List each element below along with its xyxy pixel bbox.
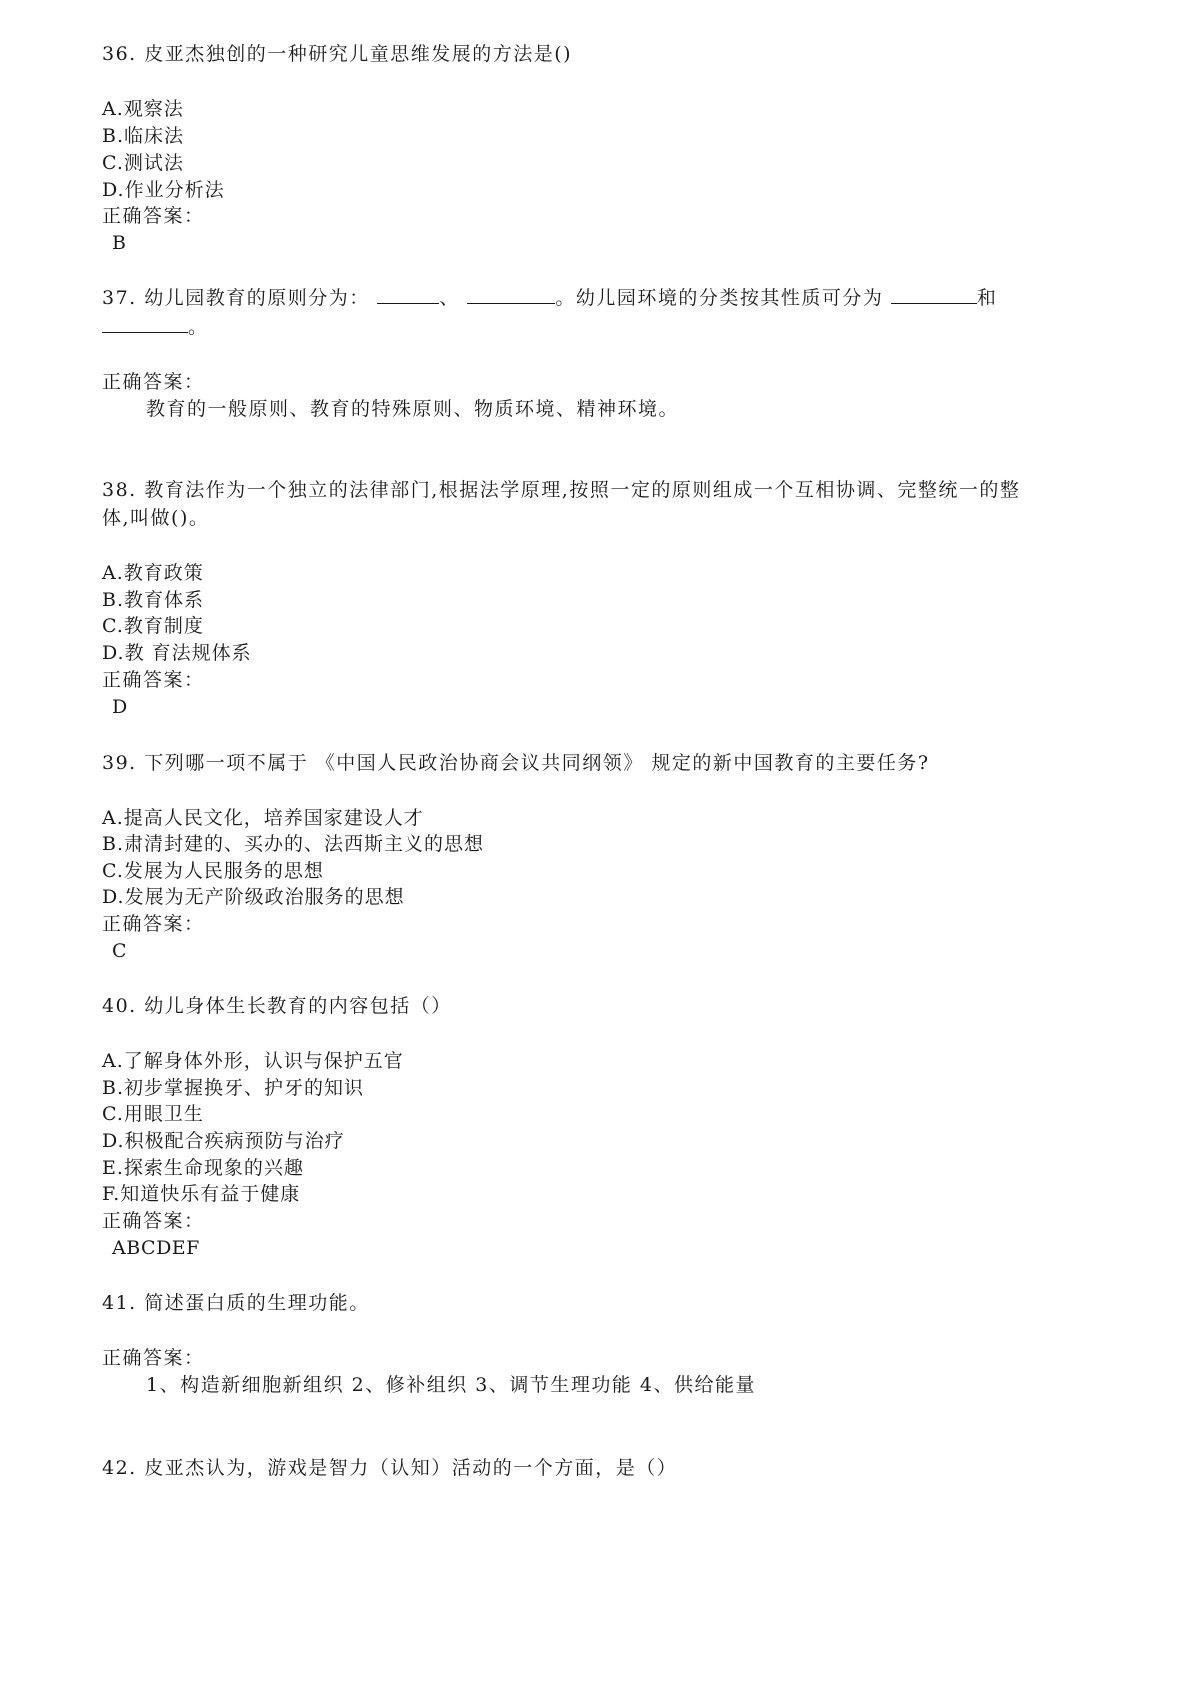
- question-37-stem-part-3: 。幼儿园环境的分类按其性质可分为: [555, 287, 891, 309]
- question-37-blank-1: [377, 287, 439, 304]
- question-39-stem: 39. 下列哪一项不属于 《中国人民政治协商会议共同纲领》 规定的新中国教育的主要任务?: [102, 752, 930, 774]
- question-37-stem-part-2: 、: [439, 287, 468, 309]
- question-39-option-b: B.肃清封建的、买办的、法西斯主义的思想: [102, 833, 485, 855]
- question-39-answer: C: [112, 940, 128, 962]
- question-40-option-a: A.了解身体外形，认识与保护五官: [102, 1050, 404, 1072]
- question-40-stem: 40. 幼儿身体生长教育的内容包括（）: [102, 995, 452, 1017]
- question-40-option-d: D.积极配合疾病预防与治疗: [102, 1130, 345, 1152]
- question-37-blank-3: [891, 287, 977, 304]
- question-36-answer: B: [112, 232, 127, 254]
- question-38-option-d: D.教 育法规体系: [102, 642, 252, 664]
- question-37-stem-part-5: 。: [188, 316, 209, 338]
- question-36-option-c: C.测试法: [102, 152, 184, 174]
- question-39-option-a: A.提高人民文化，培养国家建设人才: [102, 807, 424, 829]
- question-38-answer-label: 正确答案：: [102, 669, 205, 691]
- question-40-option-b: B.初步掌握换牙、护牙的知识: [102, 1077, 365, 1099]
- question-40-option-c: C.用眼卫生: [102, 1103, 204, 1125]
- question-37-answer: 教育的一般原则、教育的特殊原则、物质环境、精神环境。: [146, 398, 680, 420]
- question-36-answer-label: 正确答案：: [102, 205, 205, 227]
- question-40-answer-label: 正确答案：: [102, 1210, 205, 1232]
- question-38-answer: D: [112, 696, 128, 718]
- question-39-answer-label: 正确答案：: [102, 913, 205, 935]
- question-37-stem-line-2: [102, 315, 209, 339]
- question-41-stem: 41. 简述蛋白质的生理功能。: [102, 1292, 370, 1314]
- question-38-option-b: B.教育体系: [102, 589, 205, 611]
- question-41-answer-label: 正确答案：: [102, 1347, 205, 1369]
- question-36-option-a: A.观察法: [102, 98, 184, 120]
- question-39-option-d: D.发展为无产阶级政治服务的思想: [102, 886, 405, 908]
- question-37-stem: [102, 286, 997, 310]
- question-38-stem-line-2: 体,叫做()。: [102, 507, 210, 529]
- question-36-option-b: B.临床法: [102, 125, 185, 147]
- question-38-option-c: C.教育制度: [102, 615, 204, 637]
- question-40-option-e: E.探索生命现象的兴趣: [102, 1157, 304, 1179]
- question-38-option-a: A.教育政策: [102, 562, 204, 584]
- question-36-stem: 36. 皮亚杰独创的一种研究儿童思维发展的方法是(): [102, 43, 573, 65]
- question-41-answer: 1、构造新细胞新组织 2、修补组织 3、调节生理功能 4、供给能量: [146, 1374, 756, 1396]
- question-37-answer-label: 正确答案：: [102, 371, 205, 393]
- question-37-blank-2: [467, 287, 555, 304]
- question-38-stem-line-1: 38. 教育法作为一个独立的法律部门,根据法学原理,按照一定的原则组成一个互相协调、完整统一的整: [102, 479, 1021, 501]
- question-40-answer: ABCDEF: [112, 1237, 200, 1259]
- question-37-stem-part-4: 和: [976, 287, 998, 309]
- question-36-option-d: D.作业分析法: [102, 179, 225, 201]
- question-42-stem: 42. 皮亚杰认为，游戏是智力（认知）活动的一个方面，是（）: [102, 1457, 678, 1479]
- question-37-blank-4: [102, 316, 188, 333]
- question-40-option-f: F.知道快乐有益于健康: [102, 1183, 301, 1205]
- question-37-stem-part-1: 37. 幼儿园教育的原则分为：: [102, 287, 378, 309]
- question-39-option-c: C.发展为人民服务的思想: [102, 860, 324, 882]
